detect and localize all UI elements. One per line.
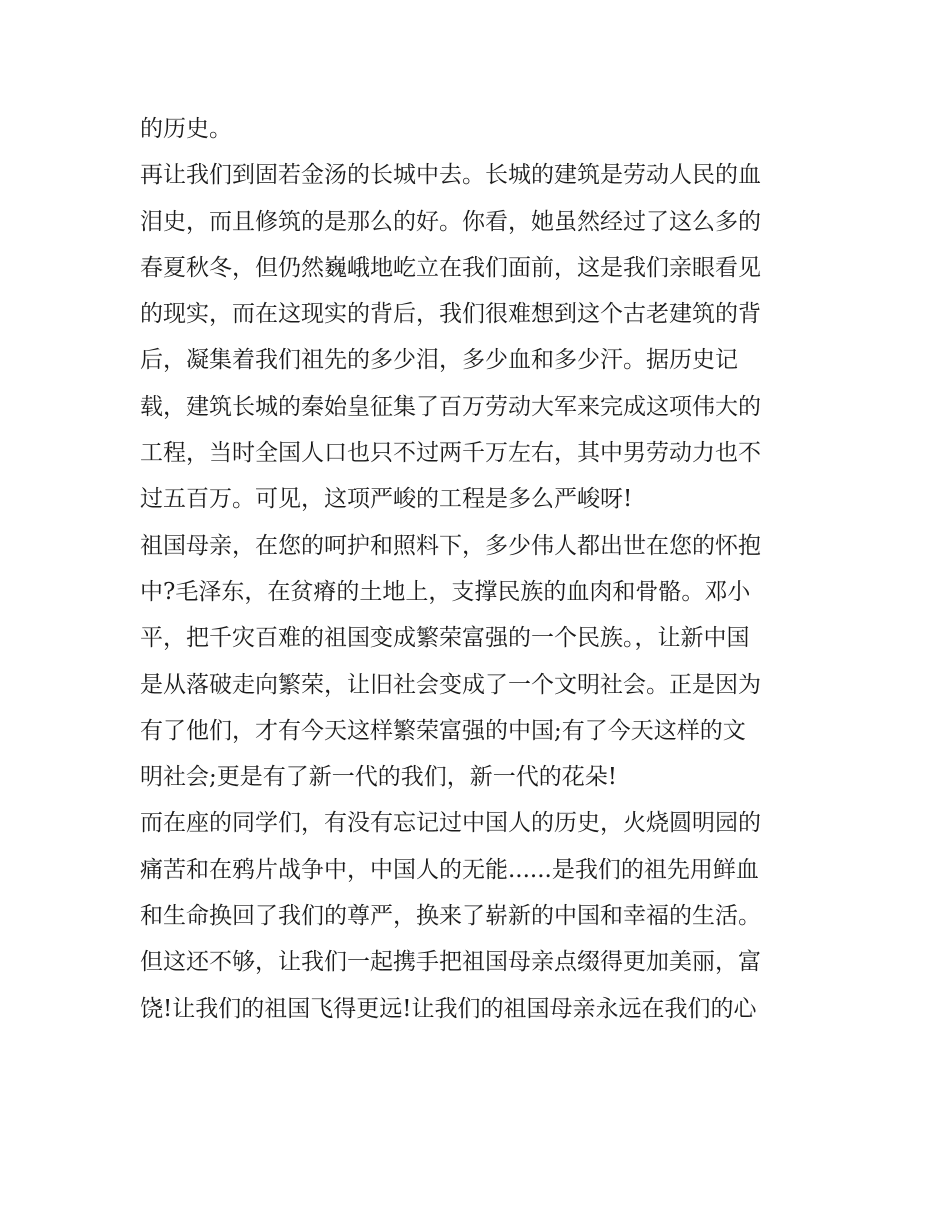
text-line: 饶!让我们的祖国飞得更远!让我们的祖国母亲永远在我们的心 xyxy=(140,995,757,1022)
text-line: 泪史，而且修筑的是那么的好。你看，她虽然经过了这么多的 xyxy=(140,208,761,235)
text-line: 的现实，而在这现实的背后，我们很难想到这个古老建筑的背 xyxy=(140,301,761,328)
text-line: 平，把千灾百难的祖国变成繁荣富强的一个民族。，让新中国 xyxy=(140,625,750,652)
text-line: 但这还不够，让我们一起携手把祖国母亲点缀得更加美丽，富 xyxy=(140,949,761,976)
document-body-text xyxy=(140,106,820,1032)
text-line: 有了他们，才有今天这样繁荣富强的中国;有了今天这样的文 xyxy=(140,717,746,744)
text-line: 是从落破走向繁荣，让旧社会变成了一个文明社会。正是因为 xyxy=(140,671,761,698)
text-line: 中?毛泽东，在贫瘠的土地上，支撑民族的血肉和骨骼。邓小 xyxy=(140,578,751,605)
text-line: 再让我们到固若金汤的长城中去。长城的建筑是劳动人民的血 xyxy=(140,162,761,189)
text-line: 而在座的同学们，有没有忘记过中国人的历史，火烧圆明园的 xyxy=(140,810,761,837)
text-line: 后，凝集着我们祖先的多少泪，多少血和多少汗。据历史记 xyxy=(140,347,738,374)
text-line: 春夏秋冬，但仍然巍峨地屹立在我们面前，这是我们亲眼看见 xyxy=(140,254,761,281)
text-line: 载，建筑长城的秦始皇征集了百万劳动大军来完成这项伟大的 xyxy=(140,393,761,420)
text-line: 过五百万。可见，这项严峻的工程是多么严峻呀! xyxy=(140,486,633,513)
text-line: 工程，当时全国人口也只不过两千万左右，其中男劳动力也不 xyxy=(140,440,761,467)
text-line: 明社会;更是有了新一代的我们，新一代的花朵! xyxy=(140,764,617,791)
text-line: 痛苦和在鸦片战争中，中国人的无能......是我们的祖先用鲜血 xyxy=(140,856,759,883)
text-line: 和生命换回了我们的尊严，换来了崭新的中国和幸福的生活。 xyxy=(140,903,761,930)
text-line: 的历史。 xyxy=(140,116,232,142)
text-line: 祖国母亲，在您的呵护和照料下，多少伟人都出世在您的怀抱 xyxy=(140,532,761,559)
